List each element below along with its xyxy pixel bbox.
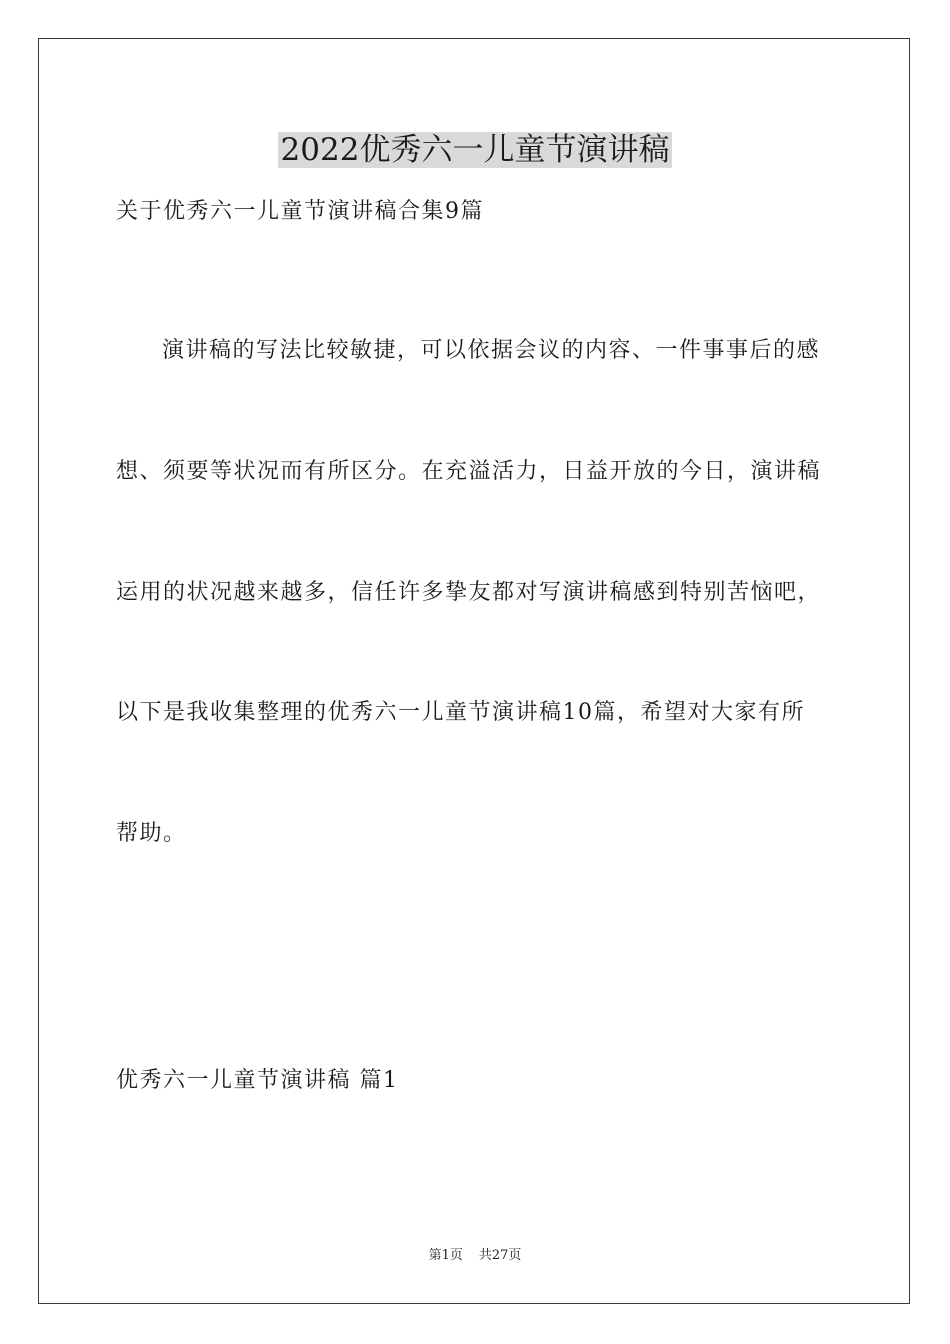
page-border — [38, 38, 910, 1304]
section-heading: 优秀六一儿童节演讲稿 篇1 — [116, 1068, 399, 1093]
page-total: 共27页 — [478, 1248, 522, 1263]
page-footer — [0, 1247, 950, 1265]
page-number: 第1页 — [428, 1248, 463, 1263]
document-subtitle: 关于优秀六一儿童节演讲稿合集9篇 — [116, 199, 484, 224]
paragraph-line: 演讲稿的写法比较敏捷，可以依据会议的内容、一件事事后的感 — [162, 338, 821, 363]
paragraph-line: 运用的状况越来越多，信任许多挚友都对写演讲稿感到特别苦恼吧， — [116, 580, 822, 605]
document-title — [0, 124, 950, 176]
paragraph-line: 想、须要等状况而有所区分。在充溢活力，日益开放的今日，演讲稿 — [116, 459, 822, 484]
document-title-text: 2022优秀六一儿童节演讲稿 — [278, 132, 673, 168]
paragraph-line: 以下是我收集整理的优秀六一儿童节演讲稿10篇，希望对大家有所 — [116, 700, 805, 725]
paragraph-line: 帮助。 — [116, 821, 187, 846]
